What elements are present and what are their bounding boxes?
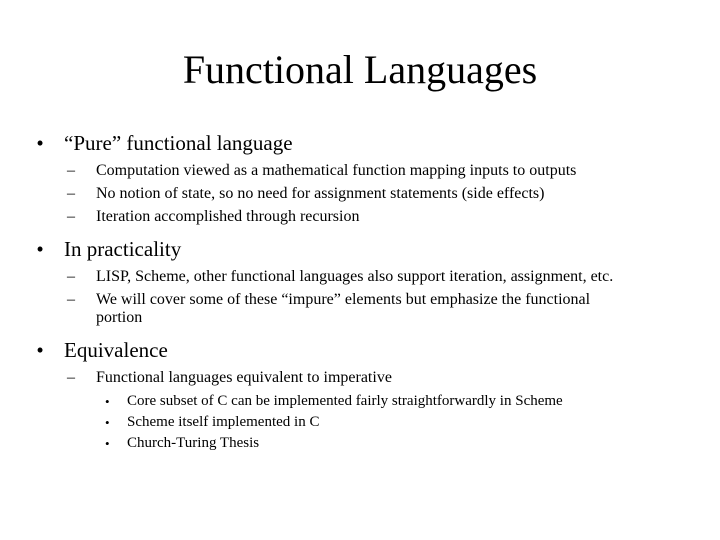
slide-title: Functional Languages: [182, 47, 538, 92]
sub-sub-bullet-scheme-in-c: [30, 412, 700, 433]
dash-icon: –: [67, 268, 75, 285]
bullet-icon: •: [36, 237, 44, 261]
sub-sub-bullet-core-subset: [30, 391, 700, 412]
bullet-text: Equivalence: [64, 338, 168, 362]
bullet-text: In practicality: [64, 237, 182, 261]
bullet-equivalence: [30, 337, 700, 363]
slide-body: [30, 130, 700, 454]
sub-sub-bullet-text: Scheme itself implemented in C: [127, 414, 320, 430]
bullet-icon: •: [105, 415, 110, 430]
sub-bullet-lisp-scheme: [30, 268, 700, 286]
dash-icon: –: [67, 291, 75, 308]
sub-bullet-no-notion-of-state: [30, 185, 700, 203]
bullet-icon: •: [105, 394, 110, 409]
bullet-text: “Pure” functional language: [64, 131, 293, 155]
sub-bullet-functional-equivalent: [30, 369, 700, 387]
dash-icon: –: [67, 369, 75, 386]
bullet-pure-functional-language: [30, 130, 700, 156]
sub-sub-bullet-church-turing: [30, 433, 700, 454]
sub-bullet-text: Iteration accomplished through recursion: [96, 208, 360, 225]
sub-bullet-text: We will cover some of these “impure” elements but emphasize the functional portion: [96, 291, 591, 326]
bullet-icon: •: [105, 436, 110, 451]
sub-bullet-text: Computation viewed as a mathematical function mapping inputs to outputs: [96, 162, 577, 179]
sub-bullet-iteration: [30, 208, 700, 226]
bullet-icon: •: [36, 338, 44, 362]
sub-bullet-impure-elements: [30, 291, 700, 327]
sub-sub-bullet-text: Church-Turing Thesis: [127, 435, 260, 451]
dash-icon: –: [67, 208, 75, 225]
dash-icon: –: [67, 185, 75, 202]
sub-sub-bullet-text: Core subset of C can be implemented fairly straightforwardly in Scheme: [127, 393, 563, 409]
sub-bullet-text: Functional languages equivalent to imperative: [96, 369, 392, 386]
sub-bullet-computation: [30, 162, 700, 180]
dash-icon: –: [67, 162, 75, 179]
sub-bullet-text: No notion of state, so no need for assignment statements (side effects): [96, 185, 545, 202]
sub-bullet-text: LISP, Scheme, other functional languages also support iteration, assignment, etc.: [96, 268, 614, 285]
bullet-in-practicality: [30, 236, 700, 262]
bullet-icon: •: [36, 131, 44, 155]
